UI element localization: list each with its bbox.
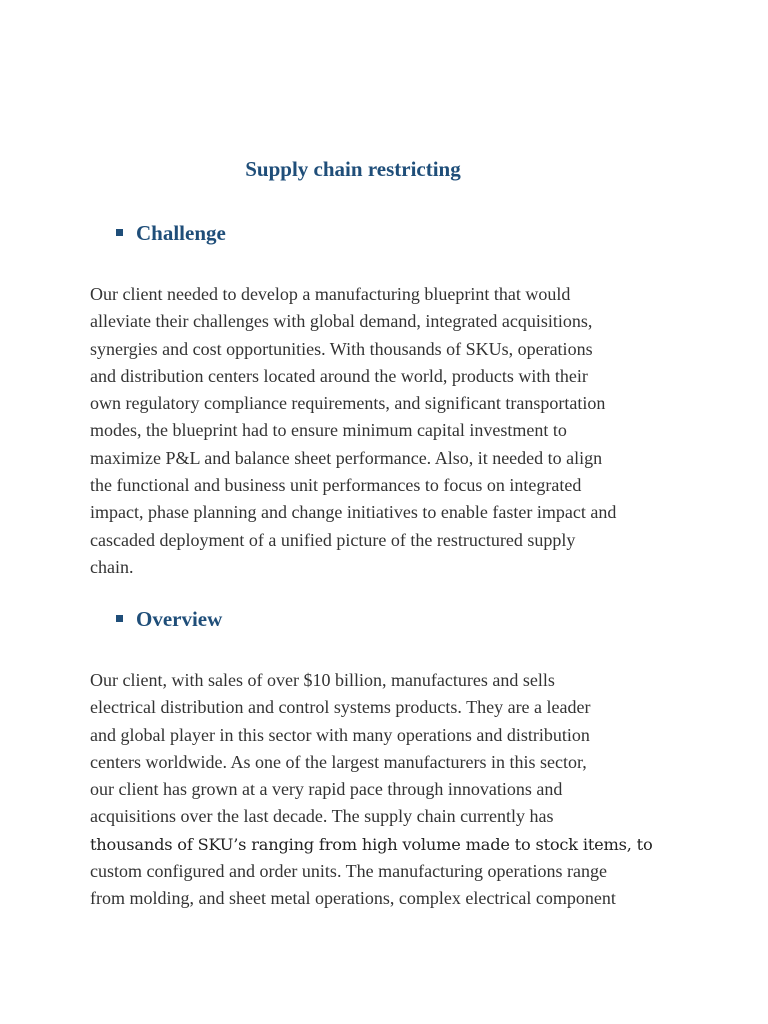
paragraph-line: Our client needed to develop a manufacturing blueprint that would bbox=[90, 284, 571, 304]
paragraph-line: chain. bbox=[90, 556, 134, 577]
overview-paragraph bbox=[90, 667, 690, 913]
paragraph-line: alleviate their challenges with global demand, integrated acquisitions, bbox=[90, 311, 593, 332]
paragraph-line: cascaded deployment of a unified picture of the restructured supply bbox=[90, 529, 576, 550]
section-heading-overview bbox=[116, 605, 222, 633]
paragraph-line: the functional and business unit performances to focus on integrated bbox=[90, 475, 582, 496]
paragraph-line: own regulatory compliance requirements, and significant transportation bbox=[90, 393, 606, 414]
paragraph-line: Our client, with sales of over $10 billion, manufactures and sells bbox=[90, 670, 555, 690]
paragraph-line: synergies and cost opportunities. With thousands of SKUs, operations bbox=[90, 338, 593, 359]
paragraph-line: and global player in this sector with many operations and distribution bbox=[90, 724, 590, 745]
paragraph-line: modes, the blueprint had to ensure minimum capital investment to bbox=[90, 420, 567, 441]
square-bullet-icon bbox=[116, 229, 123, 236]
challenge-paragraph bbox=[90, 281, 690, 581]
paragraph-line: custom configured and order units. The manufacturing operations range bbox=[90, 861, 608, 882]
paragraph-line: electrical distribution and control systems products. They are a leader bbox=[90, 697, 591, 718]
paragraph-line: impact, phase planning and change initiatives to enable faster impact and bbox=[90, 502, 617, 523]
paragraph-line: acquisitions over the last decade. The supply chain currently has bbox=[90, 806, 554, 827]
paragraph-line: from molding, and sheet metal operations, complex electrical component bbox=[90, 888, 616, 909]
section-heading-label: Challenge bbox=[136, 221, 226, 245]
square-bullet-icon bbox=[116, 615, 123, 622]
paragraph-line: thousands of SKU’s ranging from high volume made to stock items, to bbox=[90, 834, 653, 854]
paragraph-line: and distribution centers located around the world, products with their bbox=[90, 365, 588, 386]
section-heading-label: Overview bbox=[136, 607, 223, 631]
paragraph-line: maximize P&L and balance sheet performance. Also, it needed to align bbox=[90, 447, 603, 468]
section-heading-challenge bbox=[116, 219, 226, 247]
paragraph-line: centers worldwide. As one of the largest manufacturers in this sector, bbox=[90, 751, 587, 772]
paragraph-line: our client has grown at a very rapid pace through innovations and bbox=[90, 779, 563, 800]
page-title: Supply chain restricting bbox=[245, 157, 461, 181]
